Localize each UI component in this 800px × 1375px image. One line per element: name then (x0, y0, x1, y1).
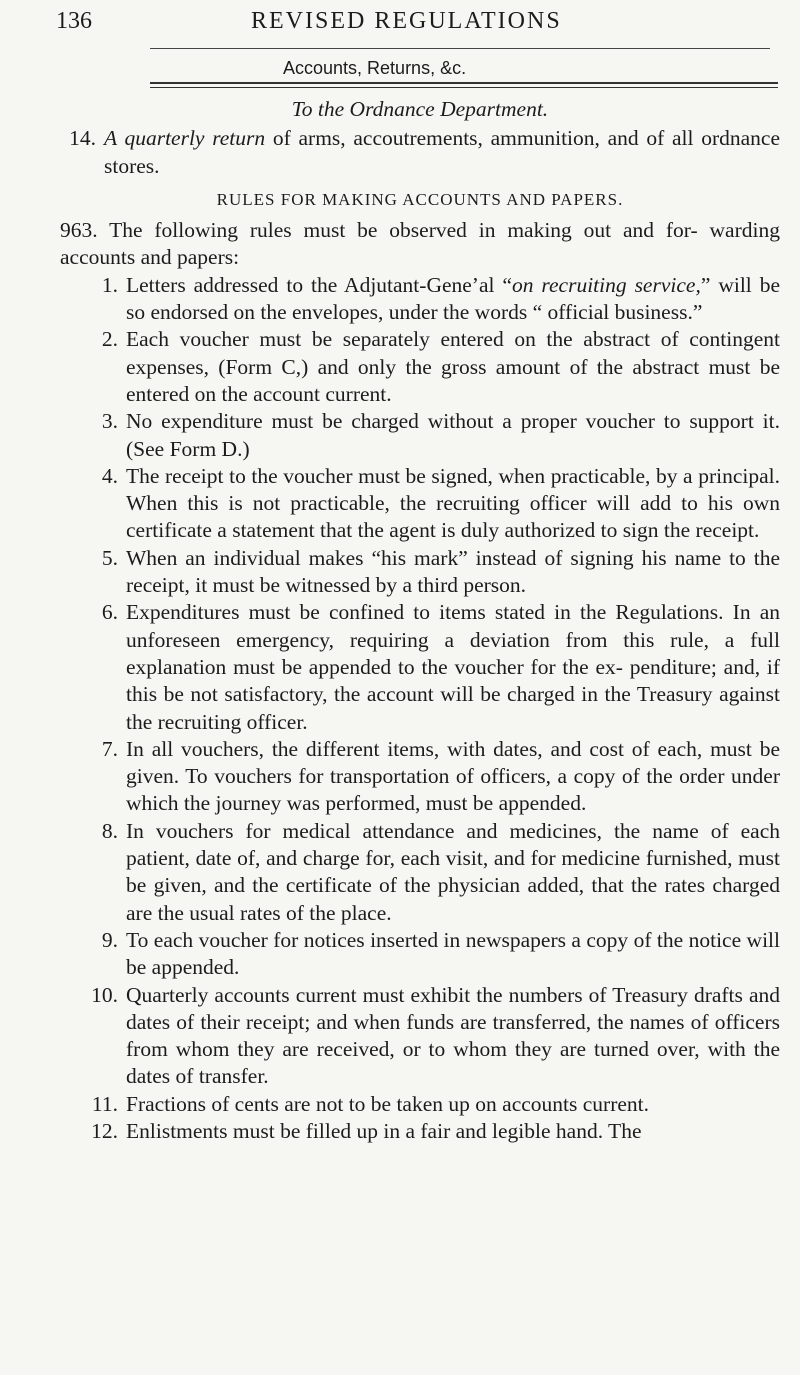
header-rule (150, 48, 770, 49)
rule-number: 5. (101, 545, 118, 570)
rule-text: Letters addressed to the Adjutant-Gene’al “ (126, 272, 512, 297)
rule-number: 2. (101, 327, 118, 352)
rule-text: Quarterly accounts current must exhibit the numbers of Treasury drafts and dates of their receipt; and when funds are transferred, the names of officers from whom they are received, or to whom they are turned over, with the dates of transfer. (126, 982, 780, 1089)
page-number: 136 (56, 8, 92, 34)
rule-italic: on recruiting service, (511, 272, 701, 297)
rule-number: 7. (101, 736, 118, 761)
rule-item (60, 599, 780, 735)
rule-item (60, 326, 780, 408)
paragraph-number: 14. (69, 126, 96, 151)
paragraph-text: The following rules must be observed in making out and for- warding accounts and papers: (60, 218, 780, 270)
rules-heading: RULES FOR MAKING ACCOUNTS AND PAPERS. (216, 189, 624, 209)
rule-item (60, 736, 780, 818)
rules-list (60, 272, 780, 1146)
rule-number: 3. (101, 409, 118, 434)
rule-item (60, 408, 780, 463)
rule-number: 12. (91, 1118, 118, 1143)
rule-text: In vouchers for medical attendance and medicines, the name of each patient, date of, and charge for, each visit, and for medicine furnished, must be given, and the certificate of the physician added, that the rates charged are the usual rates of the place. (126, 818, 780, 925)
rule-item (60, 272, 780, 327)
rule-text-end: ” will be so endorsed on the envelopes, under the words “ official business.” (126, 272, 780, 325)
paragraph-number: 963. (60, 218, 98, 243)
page-body (60, 90, 780, 1145)
rule-number: 4. (101, 463, 118, 488)
section-heading: To the Ordnance Department. (291, 97, 549, 121)
rule-item (60, 545, 780, 600)
rule-text: Fractions of cents are not to be taken up on accounts current. (126, 1091, 649, 1116)
rule-item (60, 1091, 780, 1118)
rule-number: 9. (101, 927, 118, 952)
section-subhead: Accounts, Returns, &c. (283, 58, 467, 78)
rule-text: When an individual makes “his mark” instead of signing his name to the receipt, it must be witnessed by a third person. (126, 545, 780, 598)
paragraph-963 (60, 217, 780, 272)
paragraph-text: of arms, accoutrements, ammunition, and of all ordnance stores. (104, 126, 780, 178)
rule-number: 11. (91, 1091, 118, 1116)
rule-item (60, 463, 780, 545)
rule-number: 1. (101, 272, 118, 297)
rule-number: 8. (101, 818, 118, 843)
paragraph-14 (60, 125, 780, 180)
paragraph-italic: A quarterly return (104, 126, 266, 151)
rule-item (60, 818, 780, 927)
rule-text: Each voucher must be separately entered on the abstract of contingent expenses, (Form C,) and only the gross amount of the abstract must be entered on the account current. (126, 327, 780, 406)
rule-text: To each voucher for notices inserted in newspapers a copy of the notice will be appended. (126, 927, 780, 980)
rule-text: No expenditure must be charged without a proper voucher to support it. (See Form D.) (126, 409, 780, 461)
rule-text: The receipt to the voucher must be signed, when practicable, by a principal. When this is not practicable, the recruiting officer will add to his own certificate a statement that the agent is duly authorized to sign the receipt. (126, 463, 780, 543)
rule-number: 10. (91, 982, 118, 1007)
rule-number: 6. (101, 600, 118, 625)
rule-text: Expenditures must be confined to items stated in the Regulations. In an unforeseen emergency, requiring a deviation from this rule, a full explanation must be appended to the voucher for the ex- penditure; and, if this be not satisfactory, the account will be charged in the Treasury against the recruiting officer. (126, 600, 780, 734)
rule-item (60, 982, 780, 1091)
rule-text: Enlistments must be filled up in a fair and legible hand. The (126, 1118, 642, 1143)
rule-text: In all vouchers, the different items, with dates, and cost of each, must be given. To vouchers for transportation of officers, a copy of the order under which the journey was performed, must be appended. (126, 736, 780, 816)
rule-item (60, 927, 780, 982)
header-double-rule (150, 82, 778, 88)
running-title: REVISED REGULATIONS (251, 8, 562, 34)
rule-item (60, 1118, 780, 1145)
